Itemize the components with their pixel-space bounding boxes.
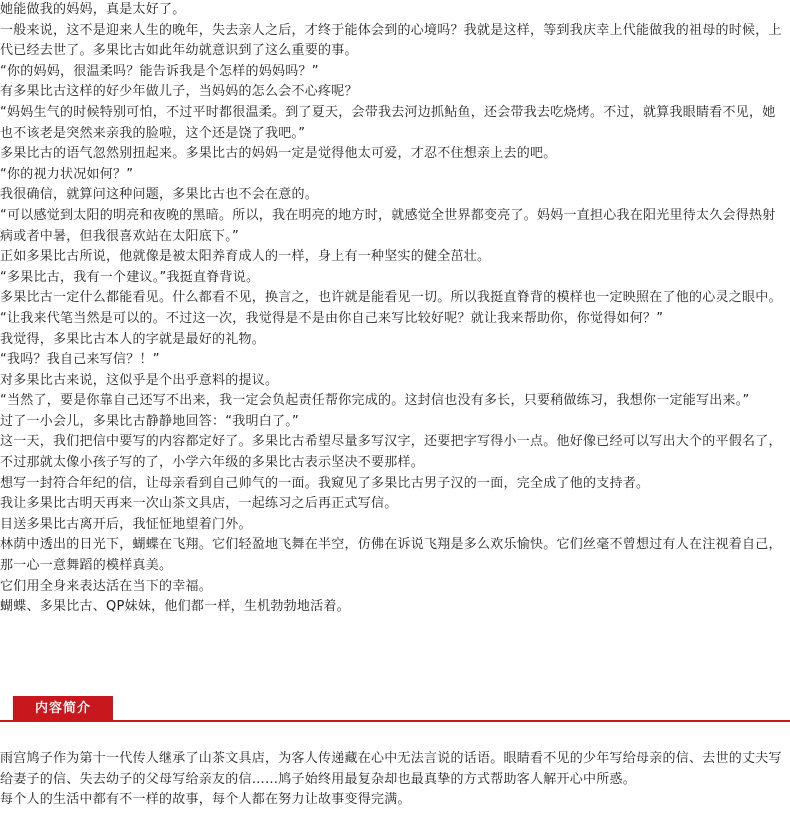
story-paragraph: 多果比古一定什么都能看见。什么都看不见，换言之，也许就是能看见一切。所以我挺直脊背的模样也一定映照在了他的心灵之眼中。 bbox=[0, 290, 782, 306]
story-paragraph: “你的妈妈，很温柔吗？能告诉我是个怎样的妈妈吗？” bbox=[0, 63, 319, 79]
story-paragraph: “当然了，要是你靠自己还写不出来，我一定会负起责任帮你完成的。这封信也没有多长，只要稍做练习，我想你一定能写出来。” bbox=[0, 393, 750, 409]
intro-paragraph: 雨宫鸠子作为第十一代传人继承了山茶文具店，为客人传递藏在心中无法言说的话语。眼睛看不见的少年写给母亲的信、去世的丈夫写给妻子的信、失去幼子的父母写给亲友的信……鸠子始终用最复杂却也最真挚的方式帮助客人解开心中所惑。 bbox=[0, 751, 782, 787]
story-paragraph: 这一天，我们把信中要写的内容都定好了。多果比古希望尽量多写汉字，还要把字写得小一点。他好像已经可以写出大个的平假名了，不过那就太像小孩子写的了，小学六年级的多果比古表示坚决不要那样。 bbox=[0, 434, 782, 471]
story-paragraph: 过了一小会儿，多果比古静静地回答：“我明白了。” bbox=[0, 413, 299, 429]
story-paragraph: “妈妈生气的时候特别可怕，不过平时都很温柔。到了夏天，会带我去河边抓鲇鱼，还会带我去吃烧烤。不过，就算我眼睛看不见，她也不该老是突然来亲我的脸啦，这个还是饶了我吧。” bbox=[0, 104, 776, 141]
story-paragraph: 目送多果比古离开后，我怔怔地望着门外。 bbox=[0, 516, 252, 532]
story-paragraph: 她能做我的妈妈，真是太好了。 bbox=[0, 2, 186, 17]
story-paragraph: 有多果比古这样的好少年做儿子，当妈妈的怎么会不心疼呢？ bbox=[0, 84, 358, 100]
section-header bbox=[0, 696, 790, 722]
story-paragraph: 对多果比古来说，这似乎是个出乎意料的提议。 bbox=[0, 372, 279, 388]
story-paragraph: “你的视力状况如何？” bbox=[0, 166, 134, 182]
story-paragraph: “让我来代笔当然是可以的。不过这一次，我觉得是不是由你自己来写比较好呢？就让我来帮助你，你觉得如何？” bbox=[0, 310, 664, 326]
story-paragraph: 一般来说，这不是迎来人生的晚年，失去亲人之后，才终于能体会到的心境吗？我就是这样，等到我庆幸上代能做我的祖母的时候，上代已经去世了。多果比古如此年幼就意识到了这么重要的事。 bbox=[0, 22, 782, 59]
section-divider bbox=[0, 720, 790, 722]
story-paragraph: 我觉得，多果比古本人的字就是最好的礼物。 bbox=[0, 331, 266, 347]
story-paragraph: “可以感觉到太阳的明亮和夜晚的黑暗。所以，我在明亮的地方时，就感觉全世界都变亮了。妈妈一直担心我在阳光里待太久会得热射病或者中暑，但我很喜欢站在太阳底下。” bbox=[0, 207, 776, 244]
story-paragraph: “我吗？我自己来写信？！” bbox=[0, 352, 160, 368]
story-paragraph: 它们用全身来表达活在当下的幸福。 bbox=[0, 578, 213, 594]
story-paragraph: 我很确信，就算问这种问题，多果比古也不会在意的。 bbox=[0, 187, 319, 203]
intro-paragraph: 每个人的生活中都有不一样的故事，每个人都在努力让故事变得完满。 bbox=[0, 792, 411, 808]
story-paragraph: 林荫中透出的日光下，蝴蝶在飞翔。它们轻盈地飞舞在半空，仿佛在诉说飞翔是多么欢乐愉快。它们丝毫不曾想过有人在注视着自己，那一心一意舞蹈的模样真美。 bbox=[0, 537, 782, 574]
story-paragraph: 我让多果比古明天再来一次山茶文具店，一起练习之后再正式写信。 bbox=[0, 496, 398, 512]
story-paragraph: 正如多果比古所说，他就像是被太阳养育成人的一样，身上有一种坚实的健全茁壮。 bbox=[0, 249, 491, 265]
story-paragraph: “多果比古，我有一个建议。”我挺直脊背说。 bbox=[0, 269, 260, 285]
story-paragraph: 想写一封符合年纪的信，让母亲看到自己帅气的一面。我窥见了多果比古男子汉的一面，完全成了他的支持者。 bbox=[0, 475, 650, 491]
story-paragraph: 蝴蝶、多果比古、QP妹妹，他们都一样，生机勃勃地活着。 bbox=[0, 599, 350, 615]
intro-text bbox=[0, 749, 786, 811]
story-paragraph: 多果比古的语气忽然别扭起来。多果比古的妈妈一定是觉得他太可爱，才忍不住想亲上去的吧。 bbox=[0, 146, 557, 162]
section-title: 内容简介 bbox=[13, 696, 113, 722]
